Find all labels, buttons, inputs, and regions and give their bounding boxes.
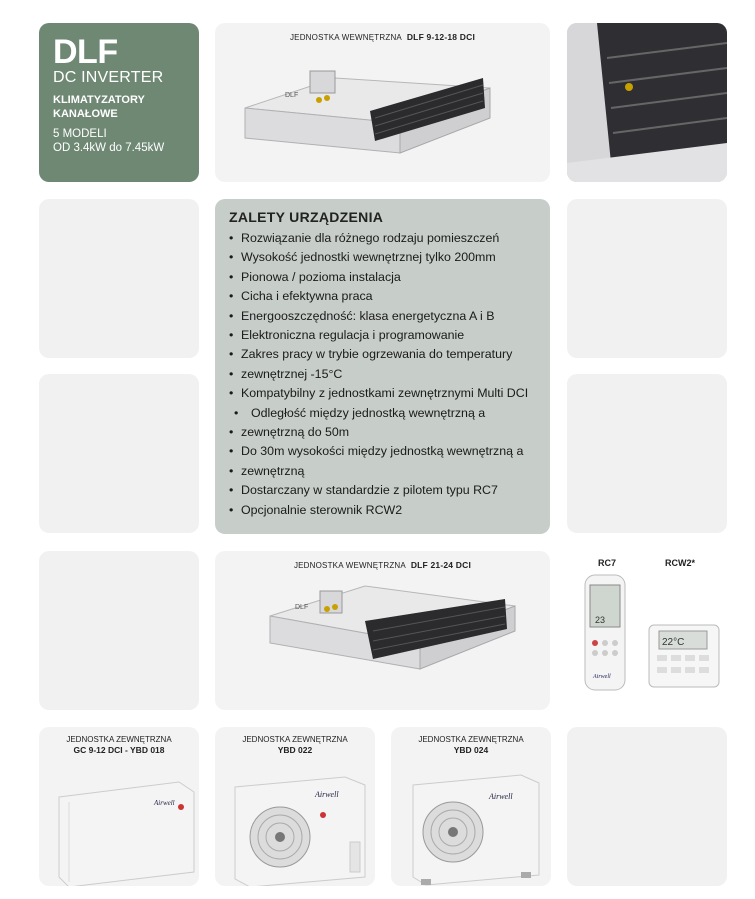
outdoor-unit-tile-3: [391, 727, 551, 886]
feature-item-cont: • zewnętrznej -15°C: [229, 365, 536, 384]
features-panel: [215, 199, 550, 534]
outdoor-model: YBD 024: [453, 745, 489, 755]
rcw2-label: RCW2*: [665, 558, 696, 568]
feature-subitem: • Odległość między jednostką wewnętrzną a: [229, 404, 536, 423]
feature-item-cont: • zewnętrzną: [229, 462, 536, 481]
hero-panel: [39, 23, 199, 182]
feature-item: • Pionowa / pozioma instalacja: [229, 268, 536, 287]
rcw2-display-value: 22°C: [662, 637, 685, 648]
rc7-brand: Airwell: [593, 674, 611, 680]
feature-item: • Do 30m wysokości między jednostką wewnętrzną a: [229, 442, 536, 461]
outdoor-label: JEDNOSTKA ZEWNĘTRZNA: [418, 735, 524, 744]
feature-item: • Dostarczany w standardzie z pilotem typu RC7: [229, 481, 536, 500]
series-title: DLF: [53, 33, 118, 71]
category-line-1: KLIMATYZATORY: [53, 94, 145, 106]
outdoor-unit-image: [391, 757, 551, 886]
blank-tile: [39, 374, 199, 533]
features-title: ZALETY URZĄDZENIA: [229, 209, 384, 225]
duct-unit-image: [215, 551, 550, 710]
indoor-unit-label: JEDNOSTKA WEWNĘTRZNA: [293, 561, 406, 570]
blank-tile: [39, 551, 199, 710]
feature-item-cont: • zewnętrzną do 50m: [229, 423, 536, 442]
features-list: [229, 229, 536, 520]
feature-item: • Kompatybilny z jednostkami zewnętrznymi Multi DCI: [229, 384, 536, 403]
svg-text:DLF: DLF: [295, 604, 309, 611]
duct-closeup-image: [567, 23, 727, 182]
feature-item: • Energooszczędność: klasa energetyczna A i B: [229, 307, 536, 326]
blank-tile: [567, 199, 727, 358]
rc7-remote-image: [580, 573, 630, 693]
blank-tile: [567, 374, 727, 533]
indoor-unit-tile-top: [215, 23, 550, 182]
outdoor-caption: [391, 734, 551, 756]
feature-item: • Zakres pracy w trybie ogrzewania do temperatury: [229, 345, 536, 364]
outdoor-unit-tile-2: [215, 727, 375, 886]
feature-item: • Cicha i efektywna praca: [229, 287, 536, 306]
outdoor-unit-image: [215, 757, 375, 886]
outdoor-label: JEDNOSTKA ZEWNĘTRZNA: [66, 735, 172, 744]
outdoor-unit-image: [39, 757, 199, 886]
outdoor-brand: Airwell: [154, 799, 175, 807]
series-subtitle: DC INVERTER: [53, 69, 164, 86]
feature-item: • Opcjonalnie sterownik RCW2: [229, 501, 536, 520]
indoor-unit-label: JEDNOSTKA WEWNĘTRZNA: [289, 33, 402, 42]
remotes-tile: [567, 551, 727, 710]
outdoor-brand: Airwell: [489, 792, 513, 801]
outdoor-caption: [215, 734, 375, 756]
duct-closeup-tile: [567, 23, 727, 182]
indoor-unit-model: DLF 21-24 DCI: [410, 560, 472, 570]
outdoor-unit-tile-1: [39, 727, 199, 886]
rcw2-controller-image: [647, 621, 722, 691]
feature-item: • Rozwiązanie dla różnego rodzaju pomieszczeń: [229, 229, 536, 248]
rc7-label: RC7: [598, 558, 617, 568]
rc7-display-value: 23: [595, 615, 606, 625]
outdoor-label: JEDNOSTKA ZEWNĘTRZNA: [242, 735, 348, 744]
feature-item: • Wysokość jednostki wewnętrznej tylko 200mm: [229, 248, 536, 267]
category-line-2: KANAŁOWE: [53, 108, 118, 120]
outdoor-brand: Airwell: [315, 790, 339, 799]
outdoor-model: GC 9-12 DCI - YBD 018: [73, 745, 165, 755]
duct-unit-image: [215, 23, 550, 182]
models-count: 5 MODELI: [53, 128, 107, 140]
outdoor-caption: [39, 734, 199, 756]
feature-item: • Elektroniczna regulacja i programowanie: [229, 326, 536, 345]
blank-tile: [39, 199, 199, 358]
power-range: OD 3.4kW do 7.45kW: [53, 142, 165, 154]
indoor-unit-tile-mid: [215, 551, 550, 710]
indoor-unit-model: DLF 9-12-18 DCI: [406, 32, 476, 42]
blank-tile: [567, 727, 727, 886]
svg-text:DLF: DLF: [285, 92, 299, 99]
outdoor-model: YBD 022: [277, 745, 313, 755]
